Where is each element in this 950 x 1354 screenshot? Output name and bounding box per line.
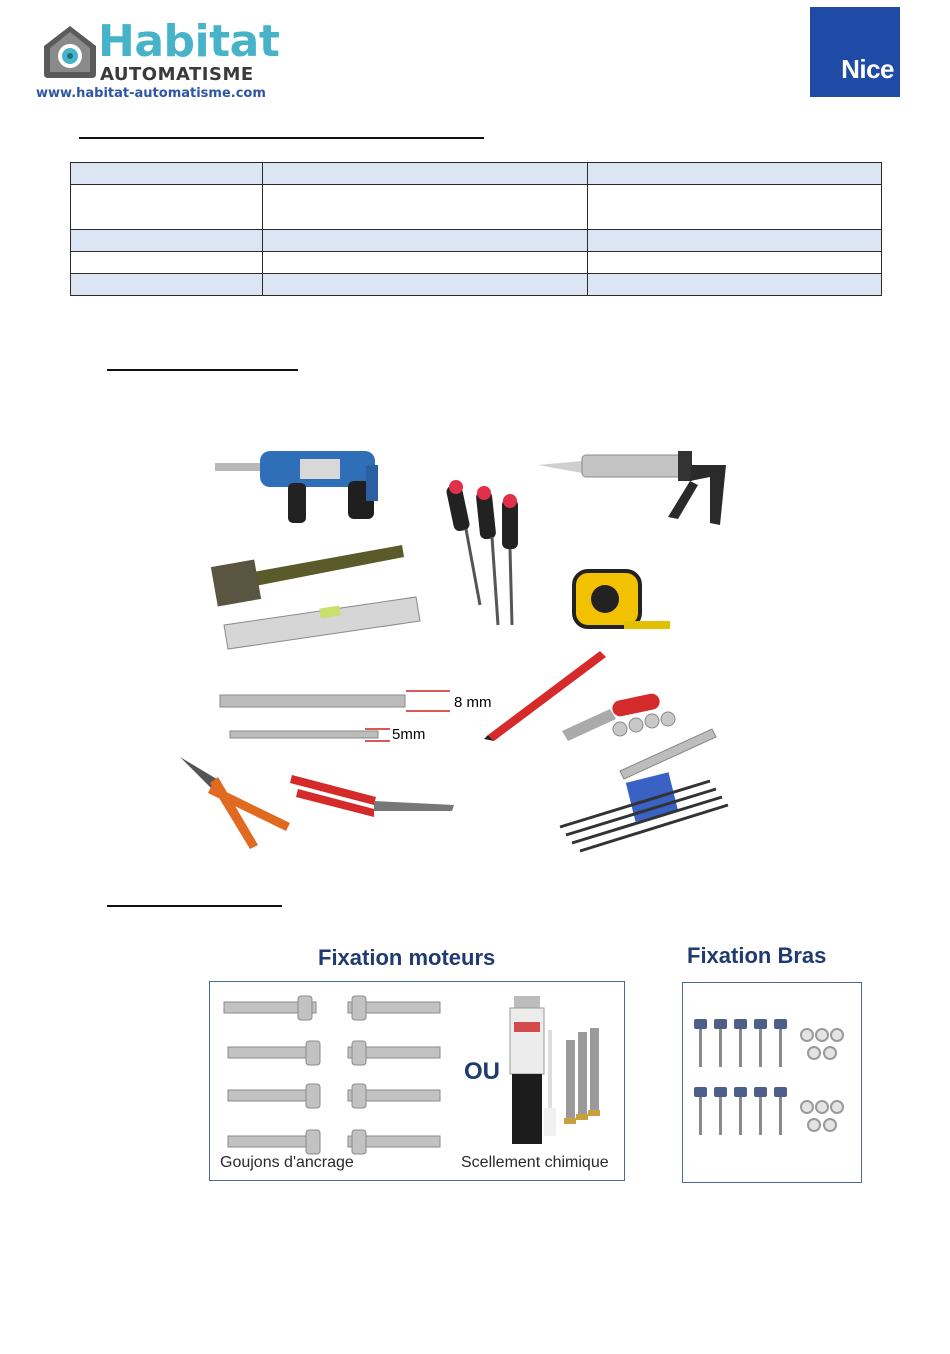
screwdrivers-icon [445, 480, 518, 625]
arm-fixings-panel [682, 982, 862, 1183]
anchor-bolts-caption: Goujons d'ancrage [220, 1154, 354, 1171]
cutting-pliers-icon [180, 757, 290, 849]
chemical-anchor-icon [510, 996, 600, 1144]
ratchet-socket-set-icon [562, 692, 675, 741]
table-cell [588, 163, 882, 185]
section-heading-underline [79, 137, 484, 139]
chemical-anchor-caption: Scellement chimique [461, 1154, 609, 1171]
table-cell [71, 252, 263, 274]
table-cell [71, 185, 263, 230]
washers-icon [801, 1029, 843, 1131]
caulking-gun-icon [538, 451, 726, 525]
wrench-icon [620, 729, 716, 779]
tools-illustration [150, 425, 750, 860]
table-row [71, 274, 882, 296]
tape-measure-icon [574, 571, 670, 629]
table-cell [588, 185, 882, 230]
table-cell [588, 274, 882, 296]
club-hammer-icon [211, 545, 404, 607]
logo-name: Habitat [98, 16, 280, 67]
table-cell [71, 230, 263, 252]
anchor-bolts-icon [210, 982, 624, 1180]
or-label: OU [464, 1058, 500, 1085]
fixings-heading-underline [107, 905, 282, 907]
habitat-automatisme-logo [36, 16, 280, 106]
spirit-level-icon [224, 597, 420, 649]
logo-url[interactable]: www.habitat-automatisme.com [36, 86, 266, 101]
table-cell [262, 163, 588, 185]
table-cell [262, 252, 588, 274]
table-row [71, 230, 882, 252]
arms-fixing-title: Fixation Bras [687, 943, 827, 968]
table-cell [588, 252, 882, 274]
table-row [71, 163, 882, 185]
hex-key-set-icon [560, 772, 728, 851]
long-nose-pliers-icon [290, 775, 454, 817]
nice-brand-logo [810, 7, 900, 97]
logo-subname: AUTOMATISME [100, 64, 254, 85]
table-cell [262, 274, 588, 296]
table-cell [262, 185, 588, 230]
motor-fixings-panel [209, 981, 625, 1181]
drill-bit-large-label: 8 mm [454, 694, 492, 711]
house-logo-icon [40, 22, 100, 82]
table-cell [71, 274, 263, 296]
table-cell [262, 230, 588, 252]
hammer-drill-icon [215, 451, 378, 523]
motors-fixing-title: Fixation moteurs [318, 945, 496, 970]
table-cell [71, 163, 263, 185]
table-cell [588, 230, 882, 252]
drill-bit-small-label: 5mm [392, 726, 426, 743]
tools-heading-underline [107, 369, 298, 371]
table-row [71, 252, 882, 274]
table-row [71, 185, 882, 230]
brand-label: Nice [841, 54, 894, 84]
product-info-table [70, 162, 882, 296]
self-drilling-screws-icon [683, 983, 861, 1182]
